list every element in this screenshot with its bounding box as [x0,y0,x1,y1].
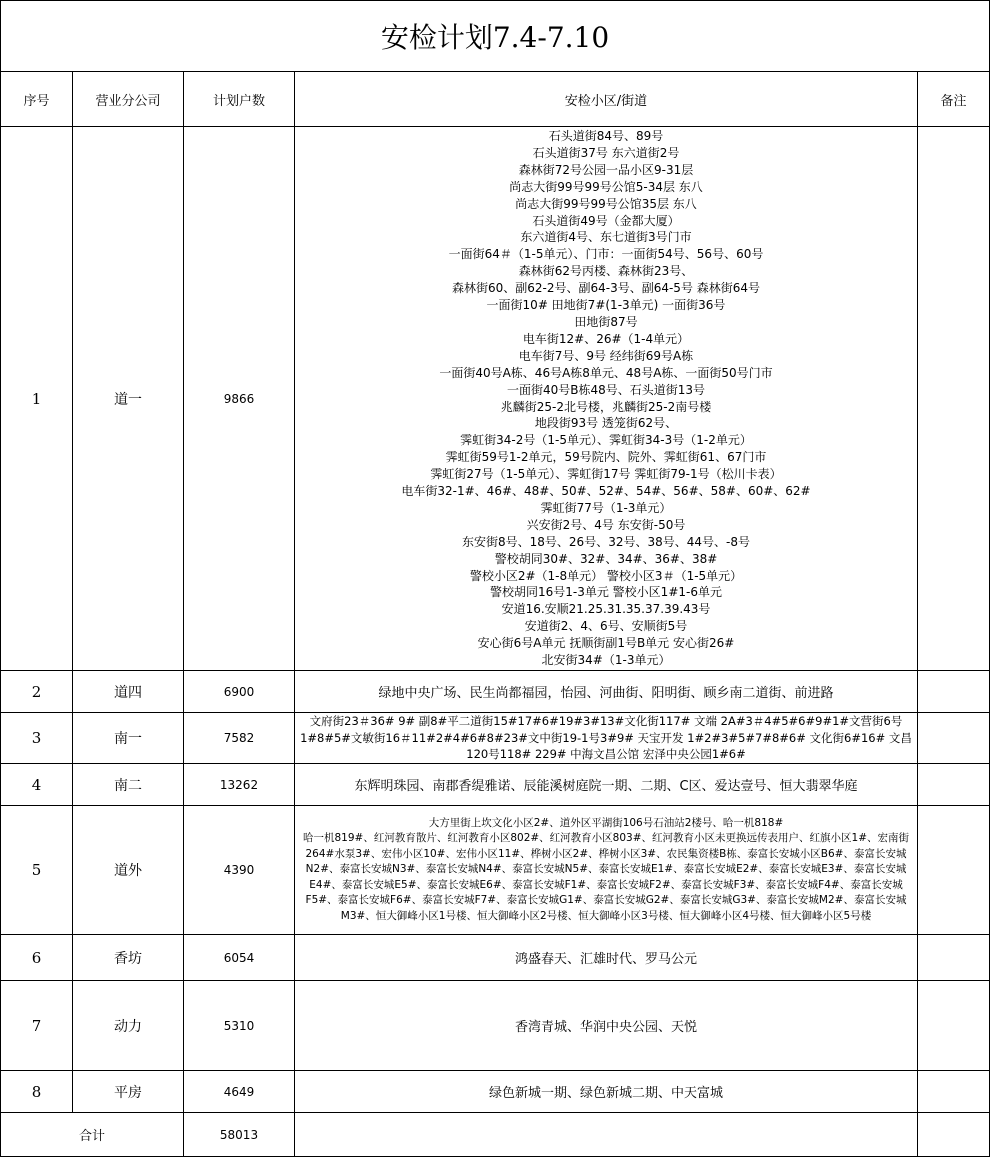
street-line: 一面街64＃（1-5单元）、门市：一面街54号、56号、60号 [448,247,764,262]
row-streets: 绿地中央广场、民生尚都福园，怡园、河曲街、阳明街、顾乡南二道街、前进路 [295,671,918,713]
table-row [1,1071,990,1113]
street-line: 电车街32-1#、46#、48#、50#、52#、54#、56#、58#、60#、62# [401,484,811,499]
street-line: 大方里街上坎文化小区2#、道外区平湖街106号石油站2楼号、哈一机818# [428,816,784,829]
header-row [1,72,990,127]
street-line: 森林街62号丙楼、森林街23号、 [518,264,694,279]
total-value: 58013 [184,1113,295,1157]
table-row [1,127,990,671]
row-planned: 13262 [184,764,295,806]
header-seq: 序号 [1,72,73,127]
table-row [1,713,990,764]
street-line: 霁虹街34-2号（1-5单元）、霁虹街34-3号（1-2单元） [460,433,752,448]
row-branch: 香坊 [73,935,184,981]
row-remarks [918,806,990,935]
street-line: 田地街87号 [574,314,638,329]
row-branch: 道外 [73,806,184,935]
row-remarks [918,764,990,806]
street-line: 警校胡同16号1-3单元 警校小区1#1-6单元 [490,585,722,600]
row-remarks [918,671,990,713]
header-planned: 计划户数 [184,72,295,127]
row-branch: 道四 [73,671,184,713]
row-remarks [918,981,990,1071]
table-row [1,671,990,713]
row-seq: 1 [1,127,73,671]
street-line: 霁虹街77号（1-3单元） [540,500,672,515]
row-seq: 4 [1,764,73,806]
row-remarks [918,935,990,981]
row-branch: 道一 [73,127,184,671]
row-remarks [918,713,990,764]
row-seq: 3 [1,713,73,764]
street-line: 一面街40号A栋、46号A栋8单元、48号A栋、一面街50号门市 [439,365,773,380]
row-streets [295,127,918,671]
street-line: 电车街12#、26#（1-4单元） [522,331,690,346]
row-planned: 6054 [184,935,295,981]
row-branch: 南二 [73,764,184,806]
street-line: 霁虹街27号（1-5单元）、霁虹街17号 霁虹街79-1号（松川卡表） [430,467,782,482]
street-line: 哈一机819#、红河教育散片、红河教育小区802#、红河教育小区803#、红河教育小区未更换远传表用户、红旗小区1#、宏南街264#水泵3#、宏伟小区10#、宏伟小区11#、桦树小区2#、桦树小区3#、农民集资楼B栋、泰富长安城小区B6#、泰富长安城N2#、泰富长安城N3#、泰富长安城N4#、泰富长安城N5#、泰富长安城E1#、泰富长安城E2#、泰富长安城E3#、泰富长安城E4#、泰富长安城E5#、泰富长安城E6#、泰富长安城F1#、泰富长安城F2#、泰富长安城F3#、泰富长安城F4#、泰富长安城F5#、泰富长安城F6#、泰富长安城F7#、泰富长安城G1#、泰富长安城G2#、泰富长安城G3#、泰富长安城M2#、泰富长安城M3#、恒大御峰小区1号楼、恒大御峰小区2号楼、恒大御峰小区3号楼、恒大御峰小区4号楼、恒大御峰小区5号楼 [303,832,909,922]
row-seq: 2 [1,671,73,713]
street-line: 一面街40号B栋48号、石头道街13号 [506,382,706,397]
row-streets: 鸿盛春天、汇雄时代、罗马公元 [295,935,918,981]
row-planned: 4649 [184,1071,295,1113]
street-line: 东六道街4号、东七道街3号门市 [520,230,692,245]
row-planned: 7582 [184,713,295,764]
header-streets: 安检小区/街道 [295,72,918,127]
row-remarks [918,127,990,671]
row-seq: 5 [1,806,73,935]
street-line: 安心街6号A单元 抚顺街副1号B单元 安心街26# [477,636,735,651]
table-row [1,935,990,981]
street-line: 电车街7号、9号 经纬街69号A栋 [518,348,694,363]
street-line: 安道街2、4、6号、安顺街5号 [524,619,688,634]
street-line: 东安街8号、18号、26号、32号、38号、44号、-8号 [462,534,750,549]
row-branch: 南一 [73,713,184,764]
street-line: 石头道街84号、89号 [548,129,664,143]
row-streets: 东辉明珠园、南郡香缇雅诺、辰能溪树庭院一期、二期、C区、爱达壹号、恒大翡翠华庭 [295,764,918,806]
street-line: 森林街72号公园一品小区9-31层 [518,162,694,177]
street-line: 兴安街2号、4号 东安街-50号 [526,517,686,532]
total-label: 合计 [1,1113,184,1157]
row-streets: 绿色新城一期、绿色新城二期、中天富城 [295,1071,918,1113]
row-seq: 7 [1,981,73,1071]
row-remarks [918,1071,990,1113]
table-row [1,764,990,806]
street-line: 霁虹街59号1-2单元，59号院内、院外、霁虹街61、67门市 [445,450,767,465]
row-streets: 香湾青城、华润中央公园、天悦 [295,981,918,1071]
row-planned: 9866 [184,127,295,671]
street-line: 兆麟街25-2北号楼，兆麟街25-2南号楼 [500,399,712,414]
street-line: 一面街10# 田地街7#(1-3单元) 一面街36号 [486,298,726,313]
street-line: 石头道街37号 东六道街2号 [532,145,680,160]
row-planned: 5310 [184,981,295,1071]
street-line: 安道16.安顺21.25.31.35.37.39.43号 [501,602,711,617]
total-row [1,1113,990,1157]
row-branch: 动力 [73,981,184,1071]
row-seq: 8 [1,1071,73,1113]
street-line: 警校小区2#（1-8单元） 警校小区3＃（1-5单元） [469,568,743,583]
row-streets: 文府街23＃36# 9# 副8#平二道街15#17#6#19#3#13#文化街117# 文端 2A#3＃4#5#6#9#1#文营街6号1#8#5#文敏街16＃11#2#4#6#8#23#文中街19-1号3#9# 天宝开发 1#2#3#5#7#8#6# 文化街6#16# 文昌120号118# 229# 中海文昌公馆 宏泽中央公园1#6# [295,713,918,764]
total-remarks [918,1113,990,1157]
street-line: 尚志大街99号99号公馆5-34层 东八 [509,179,703,194]
row-seq: 6 [1,935,73,981]
header-branch: 营业分公司 [73,72,184,127]
street-line: 石头道街49号（金都大厦） [532,213,680,228]
row-planned: 4390 [184,806,295,935]
row-branch: 平房 [73,1071,184,1113]
header-remarks: 备注 [918,72,990,127]
page-title: 安检计划7.4-7.10 [1,1,990,72]
total-streets [295,1113,918,1157]
street-line: 地段街93号 透笼街62号、 [534,416,678,431]
street-line: 森林街60、副62-2号、副64-3号、副64-5号 森林街64号 [451,281,761,296]
street-line: 北安街34#（1-3单元） [541,653,671,668]
row-planned: 6900 [184,671,295,713]
street-line: 警校胡同30#、32#、34#、36#、38# [494,551,718,566]
row-streets [295,806,918,935]
street-line: 尚志大街99号99号公馆35层 东八 [515,196,697,211]
table-row [1,806,990,935]
table-row [1,981,990,1071]
